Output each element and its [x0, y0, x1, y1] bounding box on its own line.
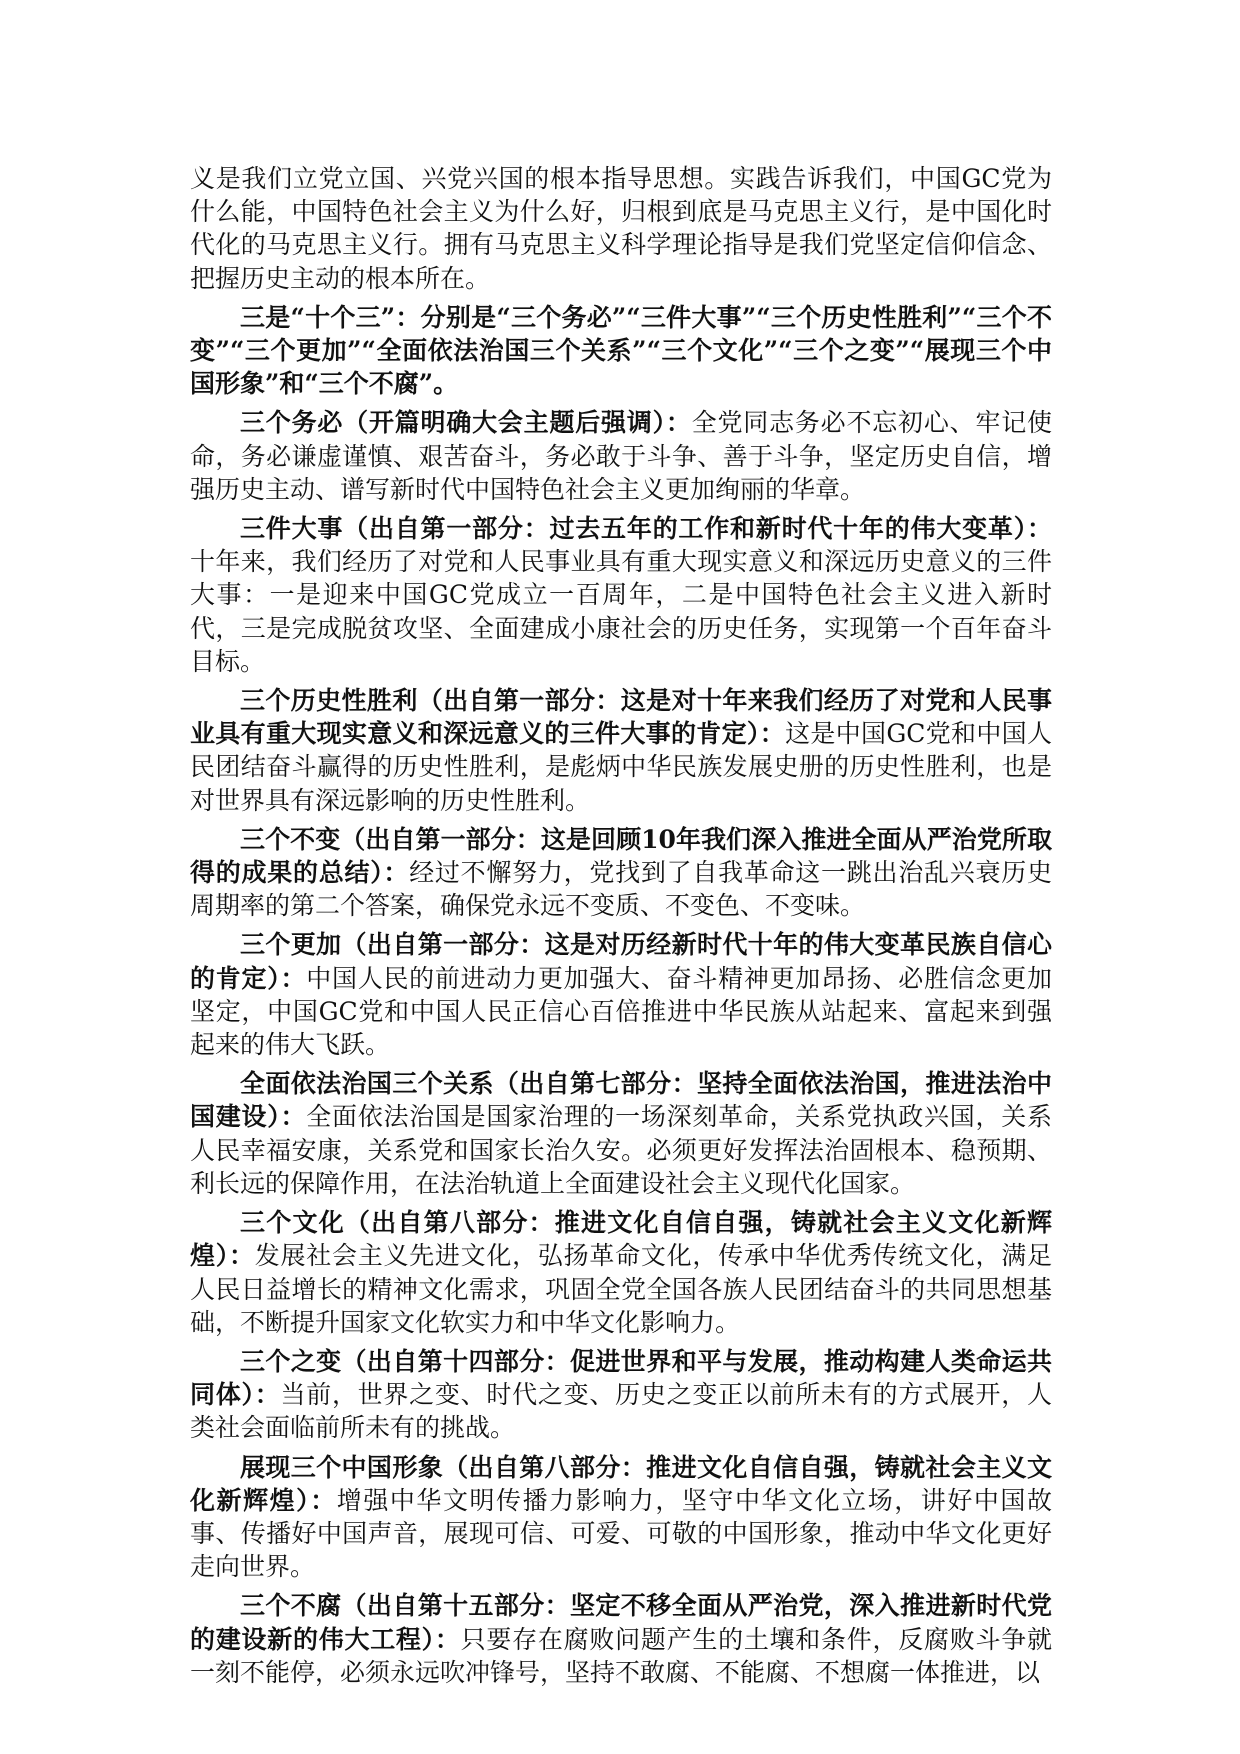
paragraph-heading: 三个务必（开篇明确大会主题后强调）： — [240, 408, 692, 438]
paragraph-body: 十年来，我们经历了对党和人民事业具有重大现实意义和深远历史意义的三件大事：一是迎来中国GC党成立一百周年，二是中国特色社会主义进入新时代，三是完成脱贫攻坚、全面建成小康社会的历史任务，实现第一个百年奋斗目标。 — [190, 547, 1052, 676]
paragraph-intro — [190, 162, 1052, 295]
paragraph-heading: 展现三个中国形象（出自第八部分：推进文化自信自强，铸就社会主义文化新辉煌）： — [190, 1452, 1052, 1515]
paragraph-body: 义是我们立党立国、兴党兴国的根本指导思想。实践告诉我们，中国GC党为什么能，中国特色社会主义为什么好，归根到底是马克思主义行，是中国化时代化的马克思主义行。拥有马克思主义科学理论指导是我们党坚定信仰信念、把握历史主动的根本所在。 — [190, 164, 1052, 293]
paragraph-ten-threes — [190, 301, 1052, 401]
paragraph-three-historic-victories — [190, 684, 1052, 817]
paragraph-three-changes — [190, 1345, 1052, 1445]
paragraph-body: 发展社会主义先进文化，弘扬革命文化，传承中华优秀传统文化，满足人民日益增长的精神文化需求，巩固全党全国各族人民团结奋斗的共同思想基础，不断提升国家文化软实力和中华文化影响力。 — [190, 1241, 1052, 1337]
paragraph-heading: 三个不腐（出自第十五部分：坚定不移全面从严治党，深入推进新时代党的建设新的伟大工程）： — [190, 1591, 1052, 1654]
paragraph-body: 经过不懈努力，党找到了自我革命这一跳出治乱兴衰历史周期率的第二个答案，确保党永远不变质、不变色、不变味。 — [190, 858, 1052, 921]
document-page — [190, 162, 1052, 1695]
paragraph-three-cultures — [190, 1206, 1052, 1339]
paragraph-three-no-corruption — [190, 1589, 1052, 1689]
paragraph-heading: 三件大事（出自第一部分：过去五年的工作和新时代十年的伟大变革）： — [240, 514, 1052, 544]
paragraph-heading: 三个文化（出自第八部分：推进文化自信自强，铸就社会主义文化新辉煌）： — [190, 1208, 1052, 1271]
paragraph-three-china-images — [190, 1451, 1052, 1584]
paragraph-heading: 三是“十个三”：分别是“三个务必”“三件大事”“三个历史性胜利”“三个不变”“三个更加”“全面依法治国三个关系”“三个文化”“三个之变”“展现三个中国形象”和“三个不腐”。 — [190, 302, 1052, 399]
paragraph-heading: 三个更加（出自第一部分：这是对历经新时代十年的伟大变革民族自信心的肯定）： — [190, 930, 1052, 993]
paragraph-body: 当前，世界之变、时代之变、历史之变正以前所未有的方式展开，人类社会面临前所未有的挑战。 — [190, 1380, 1052, 1443]
paragraph-three-unchanged — [190, 823, 1052, 923]
paragraph-body: 增强中华文明传播力影响力，坚守中华文化立场，讲好中国故事、传播好中国声音，展现可信、可爱、可敬的中国形象，推动中华文化更好走向世界。 — [190, 1485, 1052, 1582]
paragraph-heading: 三个之变（出自第十四部分：促进世界和平与发展，推动构建人类命运共同体）： — [190, 1346, 1052, 1410]
paragraph-body: 中国人民的前进动力更加强大、奋斗精神更加昂扬、必胜信念更加坚定，中国GC党和中国人民正信心百倍推进中华民族从站起来、富起来到强起来的伟大飞跃。 — [190, 963, 1052, 1060]
paragraph-heading: 全面依法治国三个关系（出自第七部分：坚持全面依法治国，推进法治中国建设）： — [190, 1069, 1052, 1132]
paragraph-three-musts — [190, 406, 1052, 506]
paragraph-heading: 三个不变（出自第一部分：这是回顾10年我们深入推进全面从严治党所取得的成果的总结）： — [190, 824, 1052, 888]
paragraph-heading: 三个历史性胜利（出自第一部分：这是对十年来我们经历了对党和人民事业具有重大现实意义和深远意义的三件大事的肯定）： — [190, 686, 1052, 749]
paragraph-three-major-events — [190, 512, 1052, 678]
paragraph-body: 这是中国GC党和中国人民团结奋斗赢得的历史性胜利，是彪炳中华民族发展史册的历史性胜利，也是对世界具有深远影响的历史性胜利。 — [190, 719, 1052, 815]
paragraph-body: 全面依法治国是国家治理的一场深刻革命，关系党执政兴国，关系人民幸福安康，关系党和国家长治久安。必须更好发挥法治固根本、稳预期、利长远的保障作用，在法治轨道上全面建设社会主义现代化国家。 — [190, 1102, 1052, 1198]
paragraph-body: 全党同志务必不忘初心、牢记使命，务必谦虚谨慎、艰苦奋斗，务必敢于斗争、善于斗争，坚定历史自信，增强历史主动、谱写新时代中国特色社会主义更加绚丽的华章。 — [190, 408, 1052, 504]
paragraph-body: 只要存在腐败问题产生的土壤和条件，反腐败斗争就一刻不能停，必须永远吹冲锋号，坚持不敢腐、不能腐、不想腐一体推进，以 — [190, 1624, 1052, 1687]
paragraph-rule-of-law-relations — [190, 1067, 1052, 1200]
paragraph-three-more — [190, 928, 1052, 1061]
